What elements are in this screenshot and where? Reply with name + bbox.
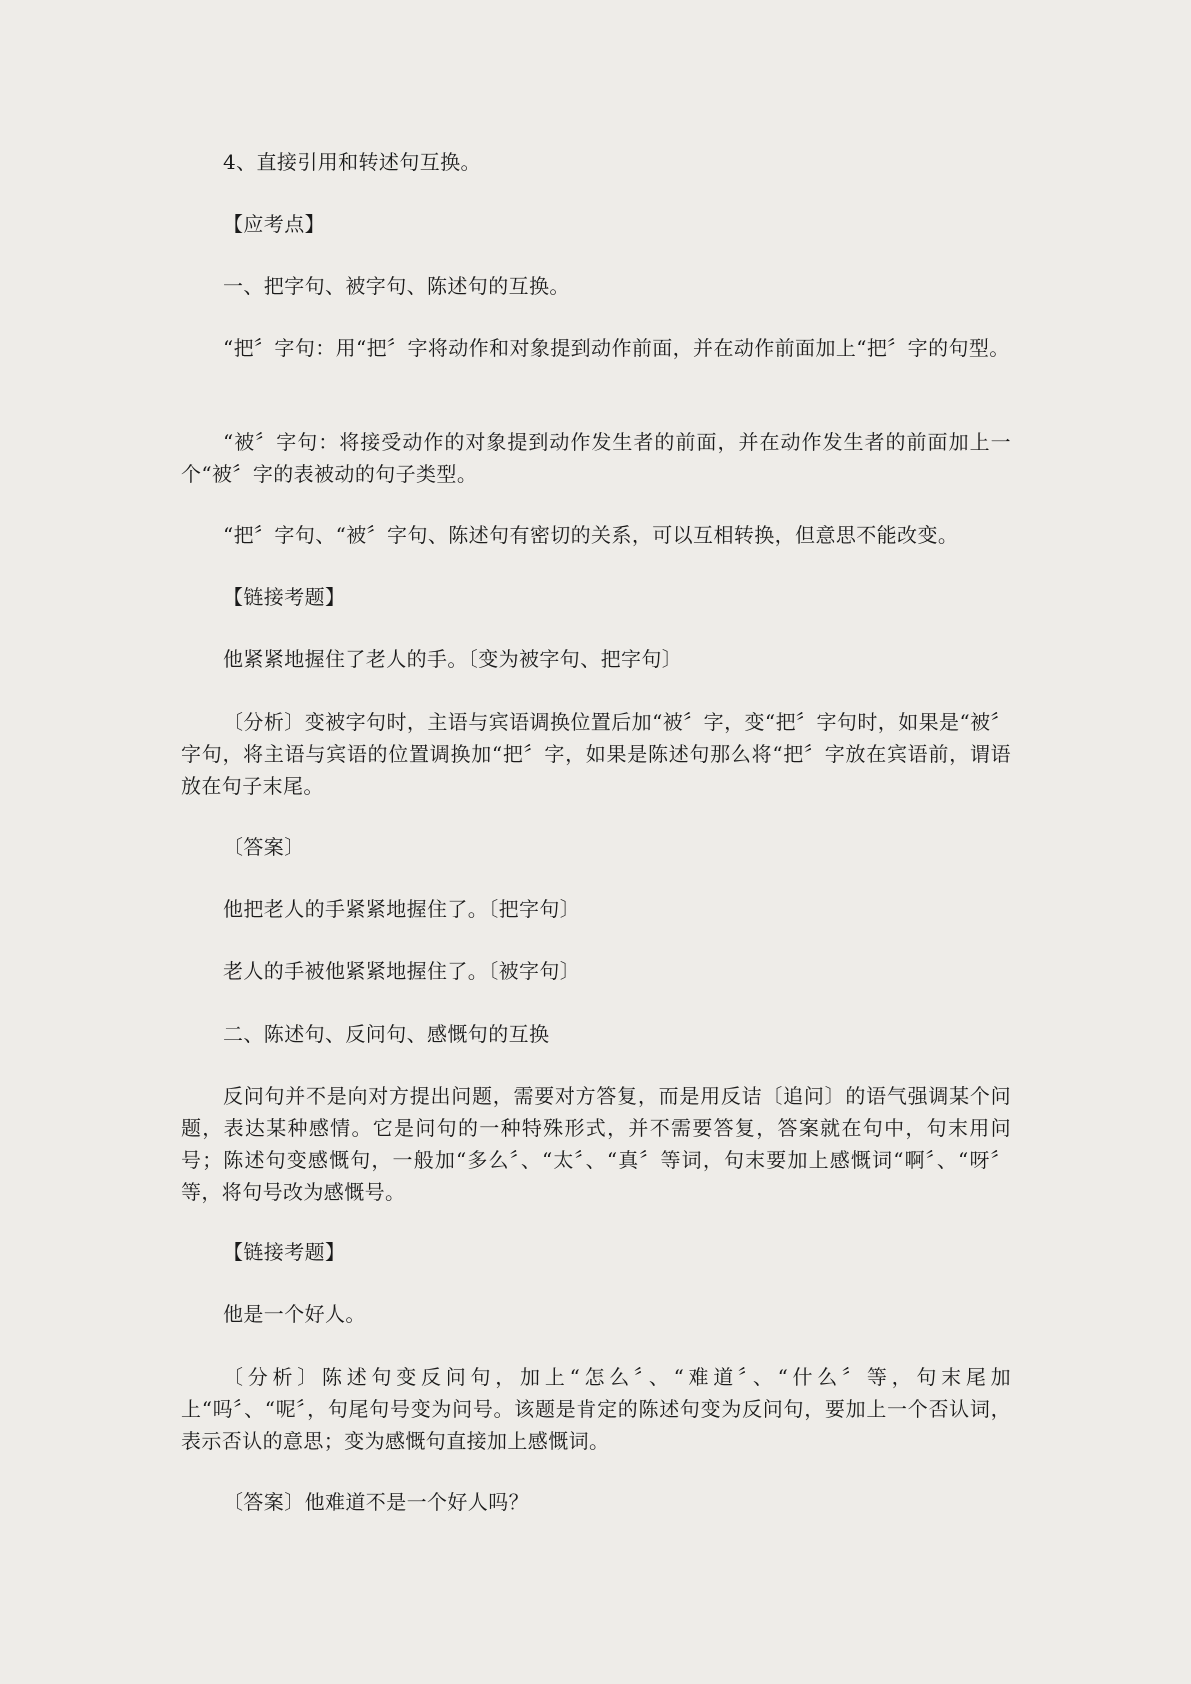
- answer-paragraph: 〔答案〕他难道不是一个好人吗？: [223, 1490, 529, 1514]
- linked-question-heading: 【链接考题】: [223, 1240, 346, 1264]
- answer-paragraph: 他把老人的手紧紧地握住了。〔把字句〕: [223, 897, 581, 921]
- analysis-paragraph: 〔分析〕陈述句变反问句，加上“怎么〞、“难道〞、“什么〞等，句末尾加上“吗〞、“呢〞，句尾句号变为问号。该题是肯定的陈述句变为反问句，要加上一个否认词，表示否认的意思；变为感慨句直接加上感慨词。: [181, 1365, 1011, 1453]
- analysis-paragraph: 〔分析〕变被字句时，主语与宾语调换位置后加“被〞字，变“把〞字句时，如果是“被〞字句，将主语与宾语的位置调换加“把〞字，如果是陈述句那么将“把〞字放在宾语前，谓语放在句子末尾。: [181, 710, 1011, 798]
- key-points-heading: 【应考点】: [223, 212, 325, 236]
- body-paragraph: “被〞字句：将接受动作的对象提到动作发生者的前面，并在动作发生者的前面加上一个“被〞字的表被动的句子类型。: [181, 430, 1011, 486]
- answer-heading: 〔答案〕: [223, 835, 305, 859]
- question-paragraph: 他是一个好人。: [223, 1302, 366, 1326]
- question-paragraph: 他紧紧地握住了老人的手。〔变为被字句、把字句〕: [223, 647, 683, 671]
- linked-question-heading: 【链接考题】: [223, 585, 346, 609]
- body-paragraph: 反问句并不是向对方提出问题，需要对方答复，而是用反诘〔追问〕的语气强调某个问题，表达某种感情。它是问句的一种特殊形式，并不需要答复，答案就在句中，句末用问号；陈述句变感慨句，一般加“多么〞、“太〞、“真〞等词，句末要加上感慨词“啊〞、“呀〞等，将句号改为感慨号。: [181, 1084, 1011, 1204]
- section-heading: 一、把字句、被字句、陈述句的互换。: [223, 274, 570, 298]
- answer-paragraph: 老人的手被他紧紧地握住了。〔被字句〕: [223, 959, 581, 983]
- body-paragraph: “把〞字句、“被〞字句、陈述句有密切的关系，可以互相转换，但意思不能改变。: [223, 523, 959, 547]
- section-heading: 二、陈述句、反问句、感慨句的互换: [223, 1022, 550, 1046]
- item-heading: 4、直接引用和转述句互换。: [223, 150, 481, 174]
- body-paragraph: “把〞字句：用“把〞字将动作和对象提到动作前面，并在动作前面加上“把〞字的句型。: [223, 336, 1010, 360]
